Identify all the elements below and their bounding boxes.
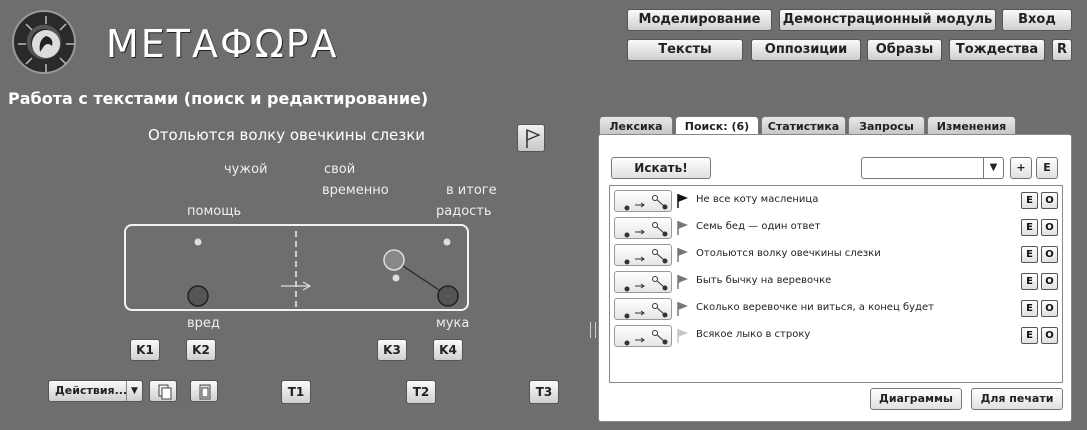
node-joy[interactable] xyxy=(444,239,451,246)
label-own: свой xyxy=(324,162,356,177)
list-item-text: Сколько веревочке ни виться, а конец будет xyxy=(696,302,934,313)
clipboard-icon xyxy=(191,381,219,403)
flag-icon xyxy=(518,125,546,153)
list-item-text: Быть бычку на веревочке xyxy=(696,275,832,286)
list-item[interactable] xyxy=(614,244,1060,266)
chevron-down-icon: ▼ xyxy=(983,158,1003,178)
mini-diagram-icon[interactable] xyxy=(614,298,672,320)
label-torment: мука xyxy=(436,316,470,331)
logo-emblem xyxy=(12,10,76,74)
row-e-button[interactable]: E xyxy=(1021,273,1038,290)
tab-lexicon[interactable]: Лексика xyxy=(599,116,673,136)
row-e-button[interactable]: E xyxy=(1021,300,1038,317)
row-o-button[interactable]: O xyxy=(1041,192,1058,209)
r-button[interactable]: R xyxy=(1052,39,1072,61)
tab-search[interactable]: Поиск: (6) xyxy=(675,116,759,137)
node-help[interactable] xyxy=(195,239,202,246)
search-button[interactable]: Искать! xyxy=(611,157,711,179)
list-item[interactable] xyxy=(614,190,1060,212)
node-torment[interactable] xyxy=(438,286,458,306)
list-item-text: Всякое лыко в строку xyxy=(696,329,811,340)
texts-button[interactable]: Тексты xyxy=(627,39,743,61)
row-o-button[interactable]: O xyxy=(1041,273,1058,290)
t3-button[interactable]: T3 xyxy=(529,380,559,404)
page-title: Работа с текстами (поиск и редактирование) xyxy=(8,89,429,108)
actions-label: Действия... xyxy=(55,384,128,397)
oppositions-button[interactable]: Оппозиции xyxy=(751,39,861,61)
splitter-handle[interactable] xyxy=(590,322,596,338)
k3-button[interactable]: K3 xyxy=(377,339,407,361)
row-e-button[interactable]: E xyxy=(1021,246,1038,263)
logo-text: МЕТАФΩРА xyxy=(106,22,339,66)
k2-button[interactable]: K2 xyxy=(186,339,216,361)
mini-diagram-icon[interactable] xyxy=(614,271,672,293)
row-e-button[interactable]: E xyxy=(1021,192,1038,209)
flag-icon xyxy=(676,274,690,294)
list-item-text: Отольются волку овечкины слезки xyxy=(696,248,881,259)
mini-diagram-icon[interactable] xyxy=(614,325,672,347)
demo-module-button[interactable]: Демонстрационный модуль xyxy=(779,9,996,31)
flag-icon xyxy=(676,247,690,267)
copy-button[interactable] xyxy=(149,380,177,402)
tab-changes[interactable]: Изменения xyxy=(927,116,1016,136)
label-help: помощь xyxy=(187,204,242,219)
k4-button[interactable]: K4 xyxy=(433,339,463,361)
mini-diagram-icon[interactable] xyxy=(614,190,672,212)
list-item[interactable] xyxy=(614,217,1060,239)
edit-button[interactable]: E xyxy=(1036,157,1058,179)
add-button[interactable]: + xyxy=(1010,157,1032,179)
t1-button[interactable]: T1 xyxy=(281,380,311,404)
list-item[interactable] xyxy=(614,298,1060,320)
t2-button[interactable]: T2 xyxy=(406,380,436,404)
row-o-button[interactable]: O xyxy=(1041,246,1058,263)
copy-icon xyxy=(150,381,178,403)
row-o-button[interactable]: O xyxy=(1041,300,1058,317)
label-alien: чужой xyxy=(224,162,268,177)
node-harm[interactable] xyxy=(188,286,208,306)
login-button[interactable]: Вход xyxy=(1002,9,1072,31)
list-item[interactable] xyxy=(614,271,1060,293)
list-item-text: Семь бед — один ответ xyxy=(696,221,821,232)
k1-button[interactable]: K1 xyxy=(130,339,160,361)
list-item-text: Не все коту масленица xyxy=(696,194,819,205)
chevron-down-icon: ▼ xyxy=(126,381,142,401)
flag-icon xyxy=(676,328,690,348)
images-button[interactable]: Образы xyxy=(867,39,942,61)
mini-diagram-icon[interactable] xyxy=(614,217,672,239)
paste-button[interactable] xyxy=(190,380,218,402)
print-button[interactable]: Для печати xyxy=(971,388,1063,410)
node-small[interactable] xyxy=(393,275,400,282)
proverb-text: Отольются волку овечкины слезки xyxy=(148,126,426,144)
opposition-board[interactable] xyxy=(124,224,469,311)
row-e-button[interactable]: E xyxy=(1021,219,1038,236)
list-item[interactable] xyxy=(614,325,1060,347)
mini-diagram-icon[interactable] xyxy=(614,244,672,266)
results-list xyxy=(609,185,1063,383)
row-o-button[interactable]: O xyxy=(1041,219,1058,236)
row-o-button[interactable]: O xyxy=(1041,327,1058,344)
label-in-the-end: в итоге xyxy=(446,183,497,198)
node-temporarily[interactable] xyxy=(384,250,404,270)
actions-dropdown[interactable] xyxy=(48,380,143,402)
label-joy: радость xyxy=(436,204,492,219)
modeling-button[interactable]: Моделирование xyxy=(627,9,772,31)
diagrams-button[interactable]: Диаграммы xyxy=(870,388,962,410)
tab-statistics[interactable]: Статистика xyxy=(761,116,846,136)
row-e-button[interactable]: E xyxy=(1021,327,1038,344)
flag-icon xyxy=(676,193,690,213)
tab-queries[interactable]: Запросы xyxy=(848,116,925,136)
flag-button[interactable] xyxy=(517,124,545,152)
label-temporarily: временно xyxy=(322,183,389,198)
label-harm: вред xyxy=(187,316,220,331)
flag-icon xyxy=(676,220,690,240)
identities-button[interactable]: Тождества xyxy=(949,39,1045,61)
flag-icon xyxy=(676,301,690,321)
filter-select[interactable] xyxy=(861,157,1004,179)
